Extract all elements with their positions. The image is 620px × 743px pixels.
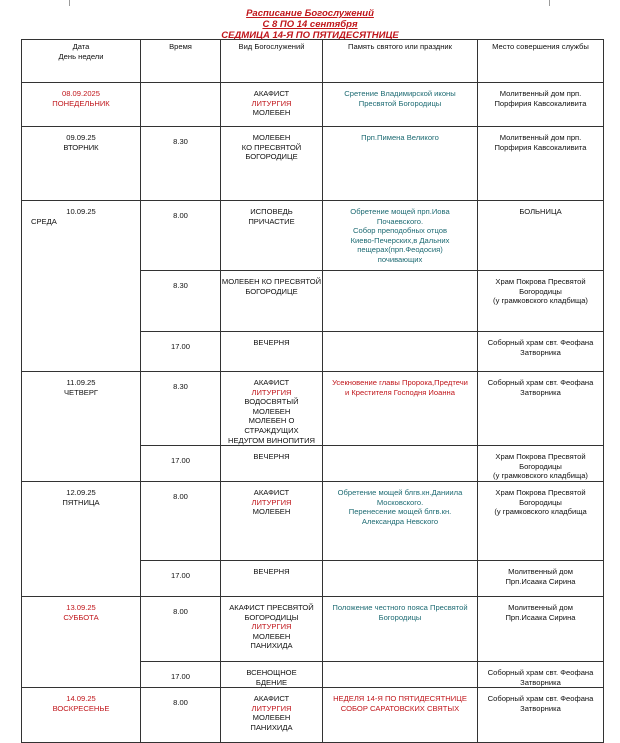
service-line: АКАФИСТ: [253, 89, 290, 98]
day-weekday: СУББОТА: [63, 612, 99, 622]
column-header-memory: Память святого или праздник: [323, 40, 478, 83]
service-cell: [221, 560, 323, 596]
memory-line: Собор преподобных отцов: [353, 226, 447, 236]
memory-line: Сретение Владимирской иконы: [344, 89, 456, 98]
service-line: МОЛЕБЕН: [252, 406, 291, 416]
place-line: Прп.Исаака Сирина: [505, 576, 576, 586]
place-line: Затворника: [520, 677, 561, 687]
place-line: Молитвенный дом: [508, 566, 573, 576]
memory-line: Московского.: [376, 497, 424, 507]
place-line: Соборный храм свт. Феофана: [487, 694, 594, 704]
day-cell: [22, 481, 141, 596]
schedule-table: [21, 39, 604, 743]
page-edge-mark: [69, 0, 70, 6]
memory-cell: [323, 127, 478, 201]
place-line: Богородицы: [519, 461, 562, 471]
service-line: ЛИТУРГИЯ: [251, 387, 292, 397]
memory-line: СОБОР САРАТОВСКИХ СВЯТЫХ: [340, 703, 460, 713]
day-cell: [22, 372, 141, 482]
day-weekday: СРЕДА: [31, 216, 57, 226]
time-cell: 8.30: [141, 271, 221, 332]
memory-line: пещерах(прп.Феодосия): [357, 245, 443, 255]
service-line: МОЛЕБЕН: [252, 133, 291, 142]
column-header-place: Место совершения службы: [478, 40, 604, 83]
time-cell: 8.00: [141, 201, 221, 271]
memory-line: Перенесение мощей блгв.кн.: [348, 507, 452, 517]
service-line: МОЛЕБЕН: [252, 631, 291, 641]
memory-cell: [323, 372, 478, 446]
memory-line: НЕДЕЛЯ 14-Я ПО ПЯТИДЕСЯТНИЦЕ: [333, 694, 467, 704]
service-line: ПАНИХИДА: [250, 722, 293, 732]
place-cell: [478, 271, 604, 332]
place-line: Богородицы: [519, 286, 562, 296]
place-line: (у грамковского кладбища): [493, 471, 588, 481]
schedule-dates: С 8 ПО 14 сентября: [262, 19, 358, 30]
service-cell: [221, 481, 323, 560]
memory-cell: [323, 332, 478, 372]
place-line: Затворника: [520, 347, 561, 357]
memory-line: и Крестителя Господня Иоанна: [345, 387, 455, 397]
service-line: АКАФИСТ: [253, 487, 290, 497]
service-cell: [221, 201, 323, 271]
memory-line: Богородицы: [378, 612, 422, 622]
place-line: Богородицы: [519, 497, 562, 507]
service-line: БОГОРОДИЦЕ: [245, 286, 298, 296]
place-line: Молитвенный дом: [508, 602, 573, 612]
day-weekday: ВТОРНИК: [63, 142, 99, 152]
column-header-date: Дата День недели: [22, 40, 141, 83]
service-line: АКАФИСТ: [253, 378, 290, 387]
service-line: МОЛЕБЕН: [252, 108, 291, 118]
day-weekday: ПОНЕДЕЛЬНИК: [52, 98, 110, 108]
service-cell: [221, 332, 323, 372]
day-cell: [22, 596, 141, 687]
service-line: БОГОРОДИЦЫ: [244, 612, 299, 622]
place-line: Храм Покрова Пресвятой: [495, 487, 586, 497]
memory-cell: [323, 596, 478, 661]
table-row: [22, 688, 604, 743]
day-date: 14.09.25: [66, 694, 96, 704]
place-line: (у грамковского кладбища): [493, 296, 588, 306]
day-date: 13.09.25: [66, 602, 96, 612]
service-cell: [221, 83, 323, 127]
place-cell: [478, 661, 604, 687]
place-cell: [478, 83, 604, 127]
memory-line: Александра Невского: [361, 516, 439, 526]
service-line: КО ПРЕСВЯТОЙ БОГОРОДИЦЕ: [241, 142, 302, 162]
time-cell: 8.30: [141, 372, 221, 446]
memory-line: Обретение мощей прп.Иова: [350, 207, 450, 216]
schedule-body: [22, 83, 604, 743]
table-row: [22, 127, 604, 201]
service-line: ПАНИХИДА: [250, 641, 293, 651]
service-line: ЛИТУРГИЯ: [251, 622, 292, 632]
day-cell: [22, 688, 141, 743]
service-line: ИСПОВЕДЬ: [250, 207, 293, 216]
memory-cell: [323, 446, 478, 482]
time-cell: 17.00: [141, 446, 221, 482]
day-cell: [22, 83, 141, 127]
day-date: 12.09.25: [66, 487, 96, 497]
place-cell: [478, 201, 604, 271]
service-line: ВЕЧЕРНЯ: [253, 452, 290, 462]
day-cell: [22, 201, 141, 372]
column-header-time: Время: [141, 40, 221, 83]
memory-line: Пресвятой Богородицы: [358, 98, 442, 108]
place-line: Соборный храм свт. Феофана: [487, 338, 594, 347]
table-row: [22, 372, 604, 446]
schedule-title: Расписание Богослужений: [246, 8, 374, 19]
day-date: 09.09.25: [66, 133, 96, 142]
memory-line: почивающих: [377, 254, 423, 264]
place-line: Соборный храм свт. Феофана: [487, 667, 594, 677]
memory-line: Киево-Печерских,в Дальних: [350, 235, 450, 245]
service-line: ЛИТУРГИЯ: [251, 703, 292, 713]
memory-cell: [323, 481, 478, 560]
day-date: 08.09.2025: [61, 89, 100, 98]
place-line: Порфирия Кавсокаливита: [494, 98, 587, 108]
day-date: 10.09.25: [66, 207, 96, 216]
place-line: (у грамковского кладбища: [494, 507, 587, 517]
service-line: ВЕЧЕРНЯ: [253, 566, 290, 576]
place-line: Затворника: [520, 387, 561, 397]
day-weekday: ВОСКРЕСЕНЬЕ: [52, 703, 110, 713]
day-date: 11.09.25: [66, 378, 96, 387]
service-line: МОЛЕБЕН О СТРАЖДУЩИХ: [244, 416, 299, 435]
service-cell: [221, 596, 323, 661]
time-cell: 17.00: [141, 661, 221, 687]
time-cell: 17.00: [141, 560, 221, 596]
day-weekday: ПЯТНИЦА: [62, 497, 100, 507]
service-line: МОЛЕБЕН: [252, 713, 291, 723]
service-line: БДЕНИЕ: [255, 677, 288, 687]
page-edge-mark: [549, 0, 550, 6]
service-cell: [221, 127, 323, 201]
memory-line: Усекновение главы Пророка,Предтечи: [332, 378, 468, 387]
place-cell: [478, 481, 604, 560]
table-header-row: [22, 40, 604, 83]
place-cell: [478, 596, 604, 661]
memory-cell: [323, 560, 478, 596]
table-row: [22, 481, 604, 560]
memory-line: Прп.Пимена Великого: [361, 133, 439, 142]
service-cell: [221, 271, 323, 332]
table-row: [22, 83, 604, 127]
place-line: Соборный храм свт. Феофана: [487, 378, 594, 387]
place-line: Молитвенный дом прп.: [499, 89, 582, 98]
service-cell: [221, 688, 323, 743]
service-line: ПРИЧАСТИЕ: [248, 216, 295, 226]
service-line: ВЕЧЕРНЯ: [253, 338, 290, 347]
time-cell: 8.00: [141, 688, 221, 743]
memory-line: Почаевского.: [376, 216, 424, 226]
place-line: Храм Покрова Пресвятой: [495, 277, 586, 286]
time-cell: 8.30: [141, 127, 221, 201]
time-cell: 17.00: [141, 332, 221, 372]
service-line: АКАФИСТ: [253, 694, 290, 704]
day-weekday: ЧЕТВЕРГ: [63, 387, 99, 397]
service-cell: [221, 661, 323, 687]
memory-line: Положение честного пояса Пресвятой: [332, 602, 468, 612]
service-cell: [221, 372, 323, 446]
service-cell: [221, 446, 323, 482]
service-line: МОЛЕБЕН КО ПРЕСВЯТОЙ: [221, 277, 322, 286]
place-line: БОЛЬНИЦА: [519, 207, 562, 216]
time-cell: 8.00: [141, 596, 221, 661]
place-line: Молитвенный дом прп.: [499, 133, 582, 142]
table-row: [22, 596, 604, 661]
service-line: АКАФИСТ ПРЕСВЯТОЙ: [229, 602, 314, 612]
place-cell: [478, 688, 604, 743]
memory-cell: [323, 201, 478, 271]
place-cell: [478, 332, 604, 372]
service-line: ВОДОСВЯТЫЙ: [244, 397, 299, 407]
service-line: НЕДУГОМ ВИНОПИТИЯ: [227, 435, 316, 445]
time-cell: 8.00: [141, 481, 221, 560]
service-line: ЛИТУРГИЯ: [251, 98, 292, 108]
place-line: Храм Покрова Пресвятой: [495, 452, 586, 462]
service-line: МОЛЕБЕН: [252, 507, 291, 517]
week-title: СЕДМИЦА 14-Я ПО ПЯТИДЕСЯТНИЦЕ: [221, 30, 399, 41]
memory-cell: [323, 83, 478, 127]
service-line: ЛИТУРГИЯ: [251, 497, 292, 507]
place-cell: [478, 560, 604, 596]
place-line: Затворника: [520, 703, 561, 713]
place-line: Прп.Исаака Сирина: [505, 612, 576, 622]
memory-cell: [323, 661, 478, 687]
place-cell: [478, 372, 604, 446]
memory-cell: [323, 271, 478, 332]
place-line: Порфирия Кавсокаливита: [494, 142, 587, 152]
table-row: [22, 201, 604, 271]
day-cell: [22, 127, 141, 201]
column-header-service: Вид Богослужений: [221, 40, 323, 83]
service-line: ВСЕНОЩНОЕ: [246, 667, 297, 677]
memory-line: Обретение мощей блгв.кн.Даниила: [337, 487, 463, 497]
place-cell: [478, 446, 604, 482]
place-cell: [478, 127, 604, 201]
time-cell: [141, 83, 221, 127]
memory-cell: [323, 688, 478, 743]
